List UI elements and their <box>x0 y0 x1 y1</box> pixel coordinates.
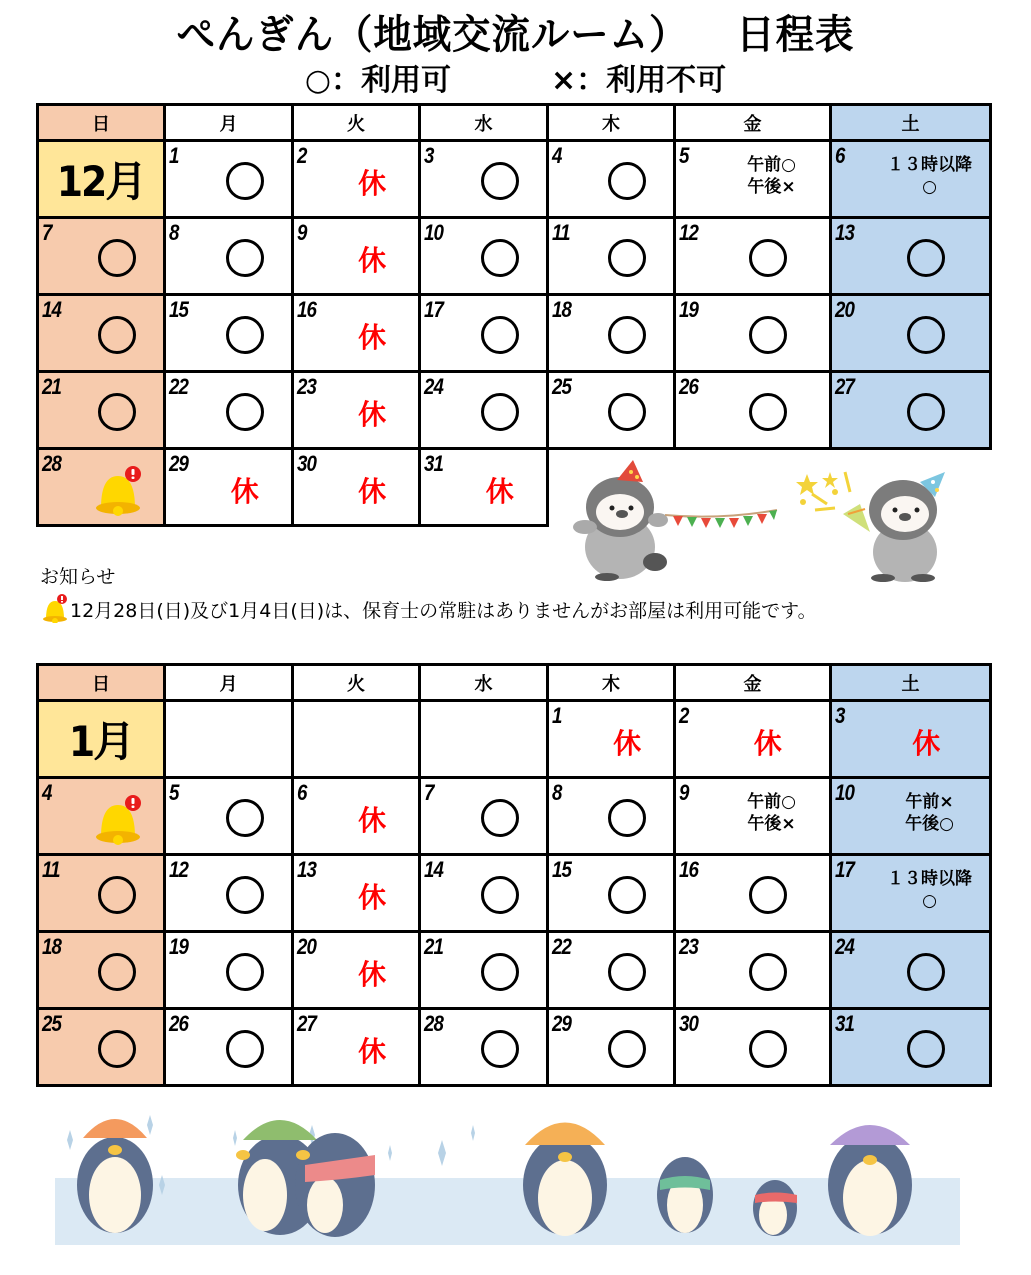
calendar-day-cell <box>831 778 991 855</box>
available-circle-icon <box>608 393 646 431</box>
weekday-fri: 金 <box>675 665 831 701</box>
bell-alert-icon <box>93 464 143 516</box>
day-number: 12 <box>169 857 189 882</box>
closed-label: 休 <box>753 727 782 760</box>
calendar-day-cell <box>420 932 548 1009</box>
day-number: 31 <box>424 451 444 476</box>
calendar-day-cell <box>165 295 293 372</box>
available-circle-icon <box>98 1030 136 1068</box>
closed-label: 休 <box>358 958 387 991</box>
calendar-day-cell <box>548 932 675 1009</box>
day-number: 16 <box>679 857 699 882</box>
calendar-day-cell <box>831 295 991 372</box>
closed-label: 休 <box>912 727 941 760</box>
calendar-day-cell <box>420 1009 548 1086</box>
day-number: 6 <box>835 143 845 168</box>
available-circle-icon <box>226 953 264 991</box>
calendar-day-cell <box>831 372 991 449</box>
calendar-day-cell <box>293 449 420 526</box>
day-number: 3 <box>835 703 845 728</box>
day-number: 1 <box>169 143 179 168</box>
available-circle-icon <box>226 1030 264 1068</box>
day-number: 22 <box>552 934 572 959</box>
available-circle-icon <box>98 876 136 914</box>
day-number: 15 <box>552 857 572 882</box>
notice-text: 12月28日(日)及び1月4日(日)は、保育士の常駐はありませんがお部屋は利用可能です。 <box>70 600 817 622</box>
page-title <box>21 12 1011 58</box>
calendar-day-cell <box>420 295 548 372</box>
bell-alert-icon <box>93 793 143 845</box>
calendar-day-cell <box>293 932 420 1009</box>
calendar-day-cell <box>420 778 548 855</box>
available-circle-icon <box>98 316 136 354</box>
closed-label: 休 <box>358 881 387 914</box>
weekday-mon: 月 <box>165 105 293 141</box>
available-circle-icon <box>749 953 787 991</box>
day-number: 17 <box>424 297 444 322</box>
calendar-day-cell <box>165 218 293 295</box>
calendar-day-cell <box>548 1009 675 1086</box>
closed-label: 休 <box>358 398 387 431</box>
day-number: 14 <box>424 857 444 882</box>
note-line-2: 午後× <box>747 814 796 834</box>
note-line-1: 午前○ <box>747 155 796 175</box>
closed-label: 休 <box>230 475 259 508</box>
day-number: 2 <box>679 703 689 728</box>
closed-label: 休 <box>358 167 387 200</box>
calendar-day-cell <box>548 218 675 295</box>
day-number: 21 <box>424 934 444 959</box>
penguins-celebrating-illustration <box>565 452 955 587</box>
note-line-1: 午前× <box>905 792 954 812</box>
day-number: 15 <box>169 297 189 322</box>
available-circle-icon <box>226 162 264 200</box>
note-line-1: 午前○ <box>747 792 796 812</box>
day-number: 20 <box>835 297 855 322</box>
calendar-day-cell <box>548 372 675 449</box>
calendar-january <box>36 663 992 1087</box>
calendar-day-cell <box>420 372 548 449</box>
available-circle-icon <box>749 239 787 277</box>
closed-label: 休 <box>358 244 387 277</box>
calendar-day-cell <box>420 449 548 526</box>
day-number: 5 <box>679 143 689 168</box>
day-number: 12 <box>679 220 699 245</box>
day-number: 30 <box>679 1011 699 1036</box>
day-number: 8 <box>169 220 179 245</box>
day-number: 6 <box>297 780 307 805</box>
available-circle-icon <box>98 953 136 991</box>
calendar-day-cell <box>293 295 420 372</box>
calendar-day-cell <box>293 372 420 449</box>
day-number: 25 <box>42 1011 62 1036</box>
day-number: 11 <box>42 857 60 882</box>
available-circle-icon <box>481 239 519 277</box>
notice-heading: お知らせ <box>40 566 116 588</box>
penguins-in-winter-hats-illustration <box>55 1100 960 1245</box>
day-number: 5 <box>169 780 179 805</box>
empty-cell <box>293 701 420 778</box>
calendar-day-cell <box>831 141 991 218</box>
calendar-day-cell <box>675 1009 831 1086</box>
calendar-day-cell <box>548 295 675 372</box>
calendar-day-cell <box>675 855 831 932</box>
calendar-day-cell <box>165 932 293 1009</box>
calendar-day-cell <box>675 701 831 778</box>
closed-label: 休 <box>358 475 387 508</box>
legend <box>0 62 1031 100</box>
calendar-day-cell <box>38 372 165 449</box>
day-number: 31 <box>835 1011 855 1036</box>
weekday-sat: 土 <box>831 105 991 141</box>
available-circle-icon <box>481 393 519 431</box>
note-line-1: １３時以降 <box>887 869 972 889</box>
calendar-day-cell <box>675 372 831 449</box>
month-cell <box>38 141 165 218</box>
month-label: 1月 <box>68 717 134 766</box>
calendar-day-cell <box>38 449 165 526</box>
available-circle-icon <box>608 953 646 991</box>
available-circle-icon <box>749 393 787 431</box>
available-circle-icon <box>226 799 264 837</box>
available-circle-icon <box>907 1030 945 1068</box>
weekday-wed: 水 <box>420 105 548 141</box>
available-circle-icon <box>481 1030 519 1068</box>
day-number: 18 <box>42 934 62 959</box>
day-number: 4 <box>552 143 562 168</box>
day-number: 7 <box>424 780 434 805</box>
calendar-day-cell <box>831 1009 991 1086</box>
day-number: 27 <box>835 374 855 399</box>
calendar-day-cell <box>165 141 293 218</box>
available-circle-icon <box>481 162 519 200</box>
day-number: 3 <box>424 143 434 168</box>
calendar-day-cell <box>293 1009 420 1086</box>
day-number: 20 <box>297 934 317 959</box>
note-line-1: １３時以降 <box>887 155 972 175</box>
calendar-day-cell <box>165 1009 293 1086</box>
legend-unavailable: ×：利用不可 <box>551 63 727 98</box>
day-number: 16 <box>297 297 317 322</box>
day-number: 26 <box>169 1011 189 1036</box>
day-number: 13 <box>297 857 317 882</box>
note-line-2: 午後○ <box>905 814 954 834</box>
day-number: 24 <box>424 374 444 399</box>
day-number: 19 <box>169 934 189 959</box>
available-circle-icon <box>608 162 646 200</box>
availability-note <box>832 868 989 912</box>
calendar-day-cell <box>38 778 165 855</box>
available-circle-icon <box>98 239 136 277</box>
closed-label: 休 <box>613 727 642 760</box>
weekday-sun: 日 <box>38 665 165 701</box>
calendar-day-cell <box>165 855 293 932</box>
calendar-day-cell <box>293 855 420 932</box>
calendar-day-cell <box>548 141 675 218</box>
available-circle-icon <box>608 239 646 277</box>
calendar-day-cell <box>831 218 991 295</box>
day-number: 28 <box>42 451 62 476</box>
weekday-thu: 木 <box>548 105 675 141</box>
calendar-day-cell <box>420 855 548 932</box>
available-circle-icon <box>608 799 646 837</box>
availability-note <box>676 154 829 198</box>
day-number: 11 <box>552 220 570 245</box>
available-circle-icon <box>481 876 519 914</box>
available-circle-icon <box>481 799 519 837</box>
availability-note <box>832 791 989 835</box>
weekday-tue: 火 <box>293 665 420 701</box>
available-circle-icon <box>907 953 945 991</box>
day-number: 4 <box>42 780 52 805</box>
calendar-day-cell <box>38 1009 165 1086</box>
calendar-day-cell <box>38 855 165 932</box>
day-number: 30 <box>297 451 317 476</box>
day-number: 10 <box>835 780 855 805</box>
calendar-day-cell <box>293 778 420 855</box>
available-circle-icon <box>907 239 945 277</box>
calendar-day-cell <box>831 701 991 778</box>
calendar-day-cell <box>675 932 831 1009</box>
weekday-thu: 木 <box>548 665 675 701</box>
day-number: 9 <box>297 220 307 245</box>
day-number: 23 <box>297 374 317 399</box>
day-number: 27 <box>297 1011 317 1036</box>
empty-cell <box>165 701 293 778</box>
closed-label: 休 <box>358 804 387 837</box>
available-circle-icon <box>481 316 519 354</box>
calendar-day-cell <box>831 932 991 1009</box>
day-number: 19 <box>679 297 699 322</box>
day-number: 25 <box>552 374 572 399</box>
available-circle-icon <box>226 393 264 431</box>
month-label: 12月 <box>56 157 146 206</box>
day-number: 14 <box>42 297 62 322</box>
calendar-day-cell <box>548 855 675 932</box>
availability-note <box>832 154 989 198</box>
available-circle-icon <box>749 1030 787 1068</box>
note-line-2: ○ <box>922 177 937 197</box>
weekday-sat: 土 <box>831 665 991 701</box>
calendar-day-cell <box>548 778 675 855</box>
closed-label: 休 <box>358 321 387 354</box>
calendar-day-cell <box>675 778 831 855</box>
available-circle-icon <box>481 953 519 991</box>
availability-note <box>676 791 829 835</box>
weekday-header-row <box>38 665 991 701</box>
available-circle-icon <box>608 1030 646 1068</box>
closed-label: 休 <box>358 1035 387 1068</box>
month-cell <box>38 701 165 778</box>
day-number: 28 <box>424 1011 444 1036</box>
title-main: ぺんぎん（地域交流ルーム） <box>176 12 689 58</box>
legend-available: ○：利用可 <box>304 63 452 98</box>
available-circle-icon <box>226 876 264 914</box>
available-circle-icon <box>608 316 646 354</box>
day-number: 7 <box>42 220 52 245</box>
available-circle-icon <box>226 239 264 277</box>
calendar-day-cell <box>675 141 831 218</box>
weekday-mon: 月 <box>165 665 293 701</box>
closed-label: 休 <box>485 475 514 508</box>
weekday-header-row <box>38 105 991 141</box>
available-circle-icon <box>98 393 136 431</box>
calendar-day-cell <box>420 141 548 218</box>
calendar-day-cell <box>420 218 548 295</box>
day-number: 9 <box>679 780 689 805</box>
calendar-day-cell <box>548 701 675 778</box>
day-number: 10 <box>424 220 444 245</box>
calendar-day-cell <box>293 218 420 295</box>
available-circle-icon <box>749 876 787 914</box>
available-circle-icon <box>608 876 646 914</box>
day-number: 26 <box>679 374 699 399</box>
weekday-wed: 水 <box>420 665 548 701</box>
empty-cell <box>420 701 548 778</box>
title-sub: 日程表 <box>736 12 855 58</box>
calendar-day-cell <box>38 932 165 1009</box>
day-number: 24 <box>835 934 855 959</box>
calendar-day-cell <box>831 855 991 932</box>
available-circle-icon <box>907 393 945 431</box>
day-number: 29 <box>552 1011 572 1036</box>
available-circle-icon <box>749 316 787 354</box>
day-number: 8 <box>552 780 562 805</box>
calendar-day-cell <box>675 218 831 295</box>
day-number: 2 <box>297 143 307 168</box>
day-number: 29 <box>169 451 189 476</box>
note-line-2: 午後× <box>747 177 796 197</box>
day-number: 18 <box>552 297 572 322</box>
calendar-day-cell <box>293 141 420 218</box>
note-line-2: ○ <box>922 891 937 911</box>
calendar-day-cell <box>38 295 165 372</box>
notice-body <box>40 593 817 623</box>
day-number: 1 <box>552 703 562 728</box>
weekday-sun: 日 <box>38 105 165 141</box>
available-circle-icon <box>907 316 945 354</box>
calendar-day-cell <box>165 372 293 449</box>
day-number: 13 <box>835 220 855 245</box>
day-number: 22 <box>169 374 189 399</box>
calendar-day-cell <box>165 778 293 855</box>
calendar-day-cell <box>165 449 293 526</box>
day-number: 17 <box>835 857 855 882</box>
bell-alert-icon <box>40 593 70 623</box>
day-number: 23 <box>679 934 699 959</box>
available-circle-icon <box>226 316 264 354</box>
calendar-day-cell <box>675 295 831 372</box>
weekday-fri: 金 <box>675 105 831 141</box>
day-number: 21 <box>42 374 62 399</box>
weekday-tue: 火 <box>293 105 420 141</box>
calendar-day-cell <box>38 218 165 295</box>
